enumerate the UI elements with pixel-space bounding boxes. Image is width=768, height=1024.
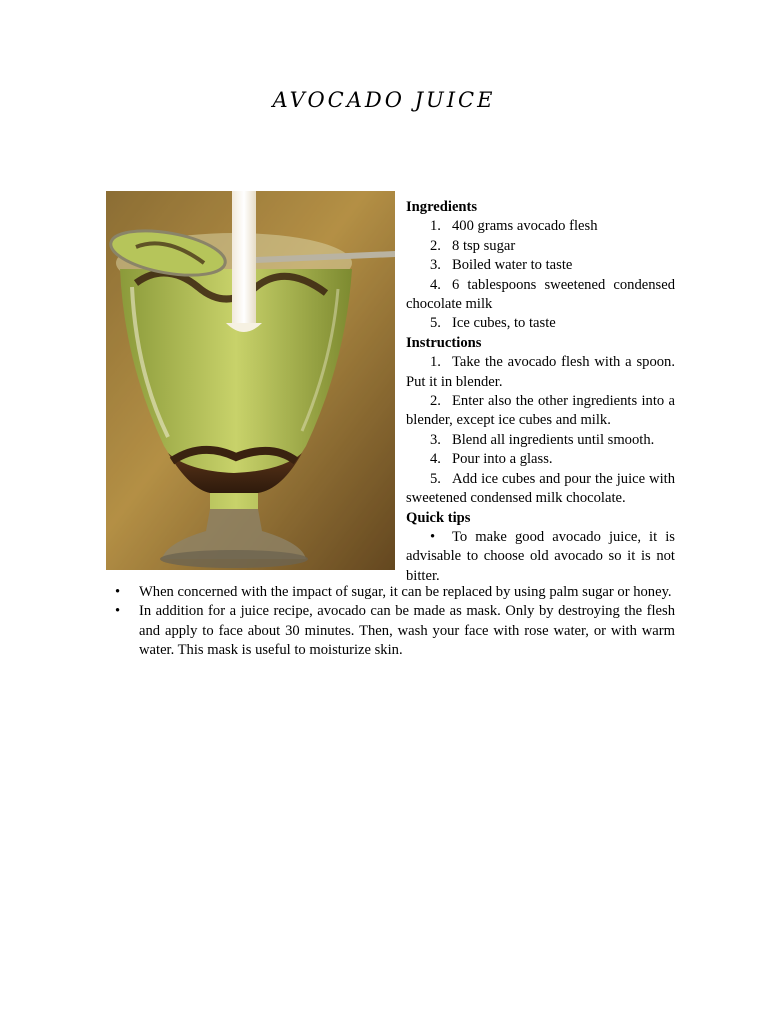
ingredients-section [406,198,675,586]
item-number: 2. [430,237,441,254]
tip-item [115,583,675,602]
tip-item [115,602,675,660]
instruction-item [406,450,675,469]
item-text: Enter also the other ingredients into a blender, except ice cubes and milk. [406,393,675,429]
item-text: 400 grams avocado flesh [452,218,598,235]
tip-text: When concerned with the impact of sugar, it can be replaced by using palm sugar or honey. [139,584,672,600]
ingredients-heading: Ingredients [406,199,478,215]
tips-list [115,583,675,661]
item-number: 5. [430,470,441,487]
tip-text: In addition for a juice recipe, avocado can be made as mask. Only by destroying the flesh and apply to face about 30 minutes. Then, wash your face with rose water, or with warm water. This mask is useful to moisturize skin. [139,603,675,659]
item-text: Take the avocado flesh with a spoon. Put it in blender. [406,354,675,390]
instructions-heading: Instructions [406,334,482,351]
ingredient-item [406,314,675,333]
ingredient-item [406,256,675,275]
bullet-icon: • [115,603,121,620]
instruction-item [406,431,675,450]
ingredient-item [406,276,675,315]
item-text: Pour into a glass. [452,451,553,468]
tip-text: To make good avocado juice, it is advisable to choose old avocado so it is not bitter. [406,528,675,584]
item-number: 4. [430,451,441,468]
item-text: 6 tablespoons sweetened condensed chocolate milk [406,276,675,313]
item-number: 2. [430,393,441,410]
instruction-item [406,353,675,392]
item-number: 3. [430,431,441,448]
item-number: 4. [430,276,441,293]
item-text: Ice cubes, to taste [452,315,556,332]
ingredient-item [406,217,675,236]
bullet-icon: • [430,528,436,545]
item-text: Blend all ingredients until smooth. [452,431,655,448]
item-text: 8 tsp sugar [452,237,516,254]
avocado-juice-photo [106,191,395,570]
page-title: AVOCADO JUICE [272,88,496,112]
quick-tips-heading: Quick tips [406,509,471,526]
item-number: 1. [430,354,441,371]
photo-illustration [106,191,395,570]
item-text: Boiled water to taste [452,257,573,274]
instruction-item [406,392,675,431]
item-number: 5. [430,315,441,332]
item-number: 1. [430,218,441,235]
item-text: Add ice cubes and pour the juice with sweetened condensed milk chocolate. [406,470,675,507]
ingredient-item [406,237,675,256]
bullet-icon: • [115,584,121,600]
tip-item [406,528,675,586]
item-number: 3. [430,257,441,274]
instruction-item [406,470,675,509]
